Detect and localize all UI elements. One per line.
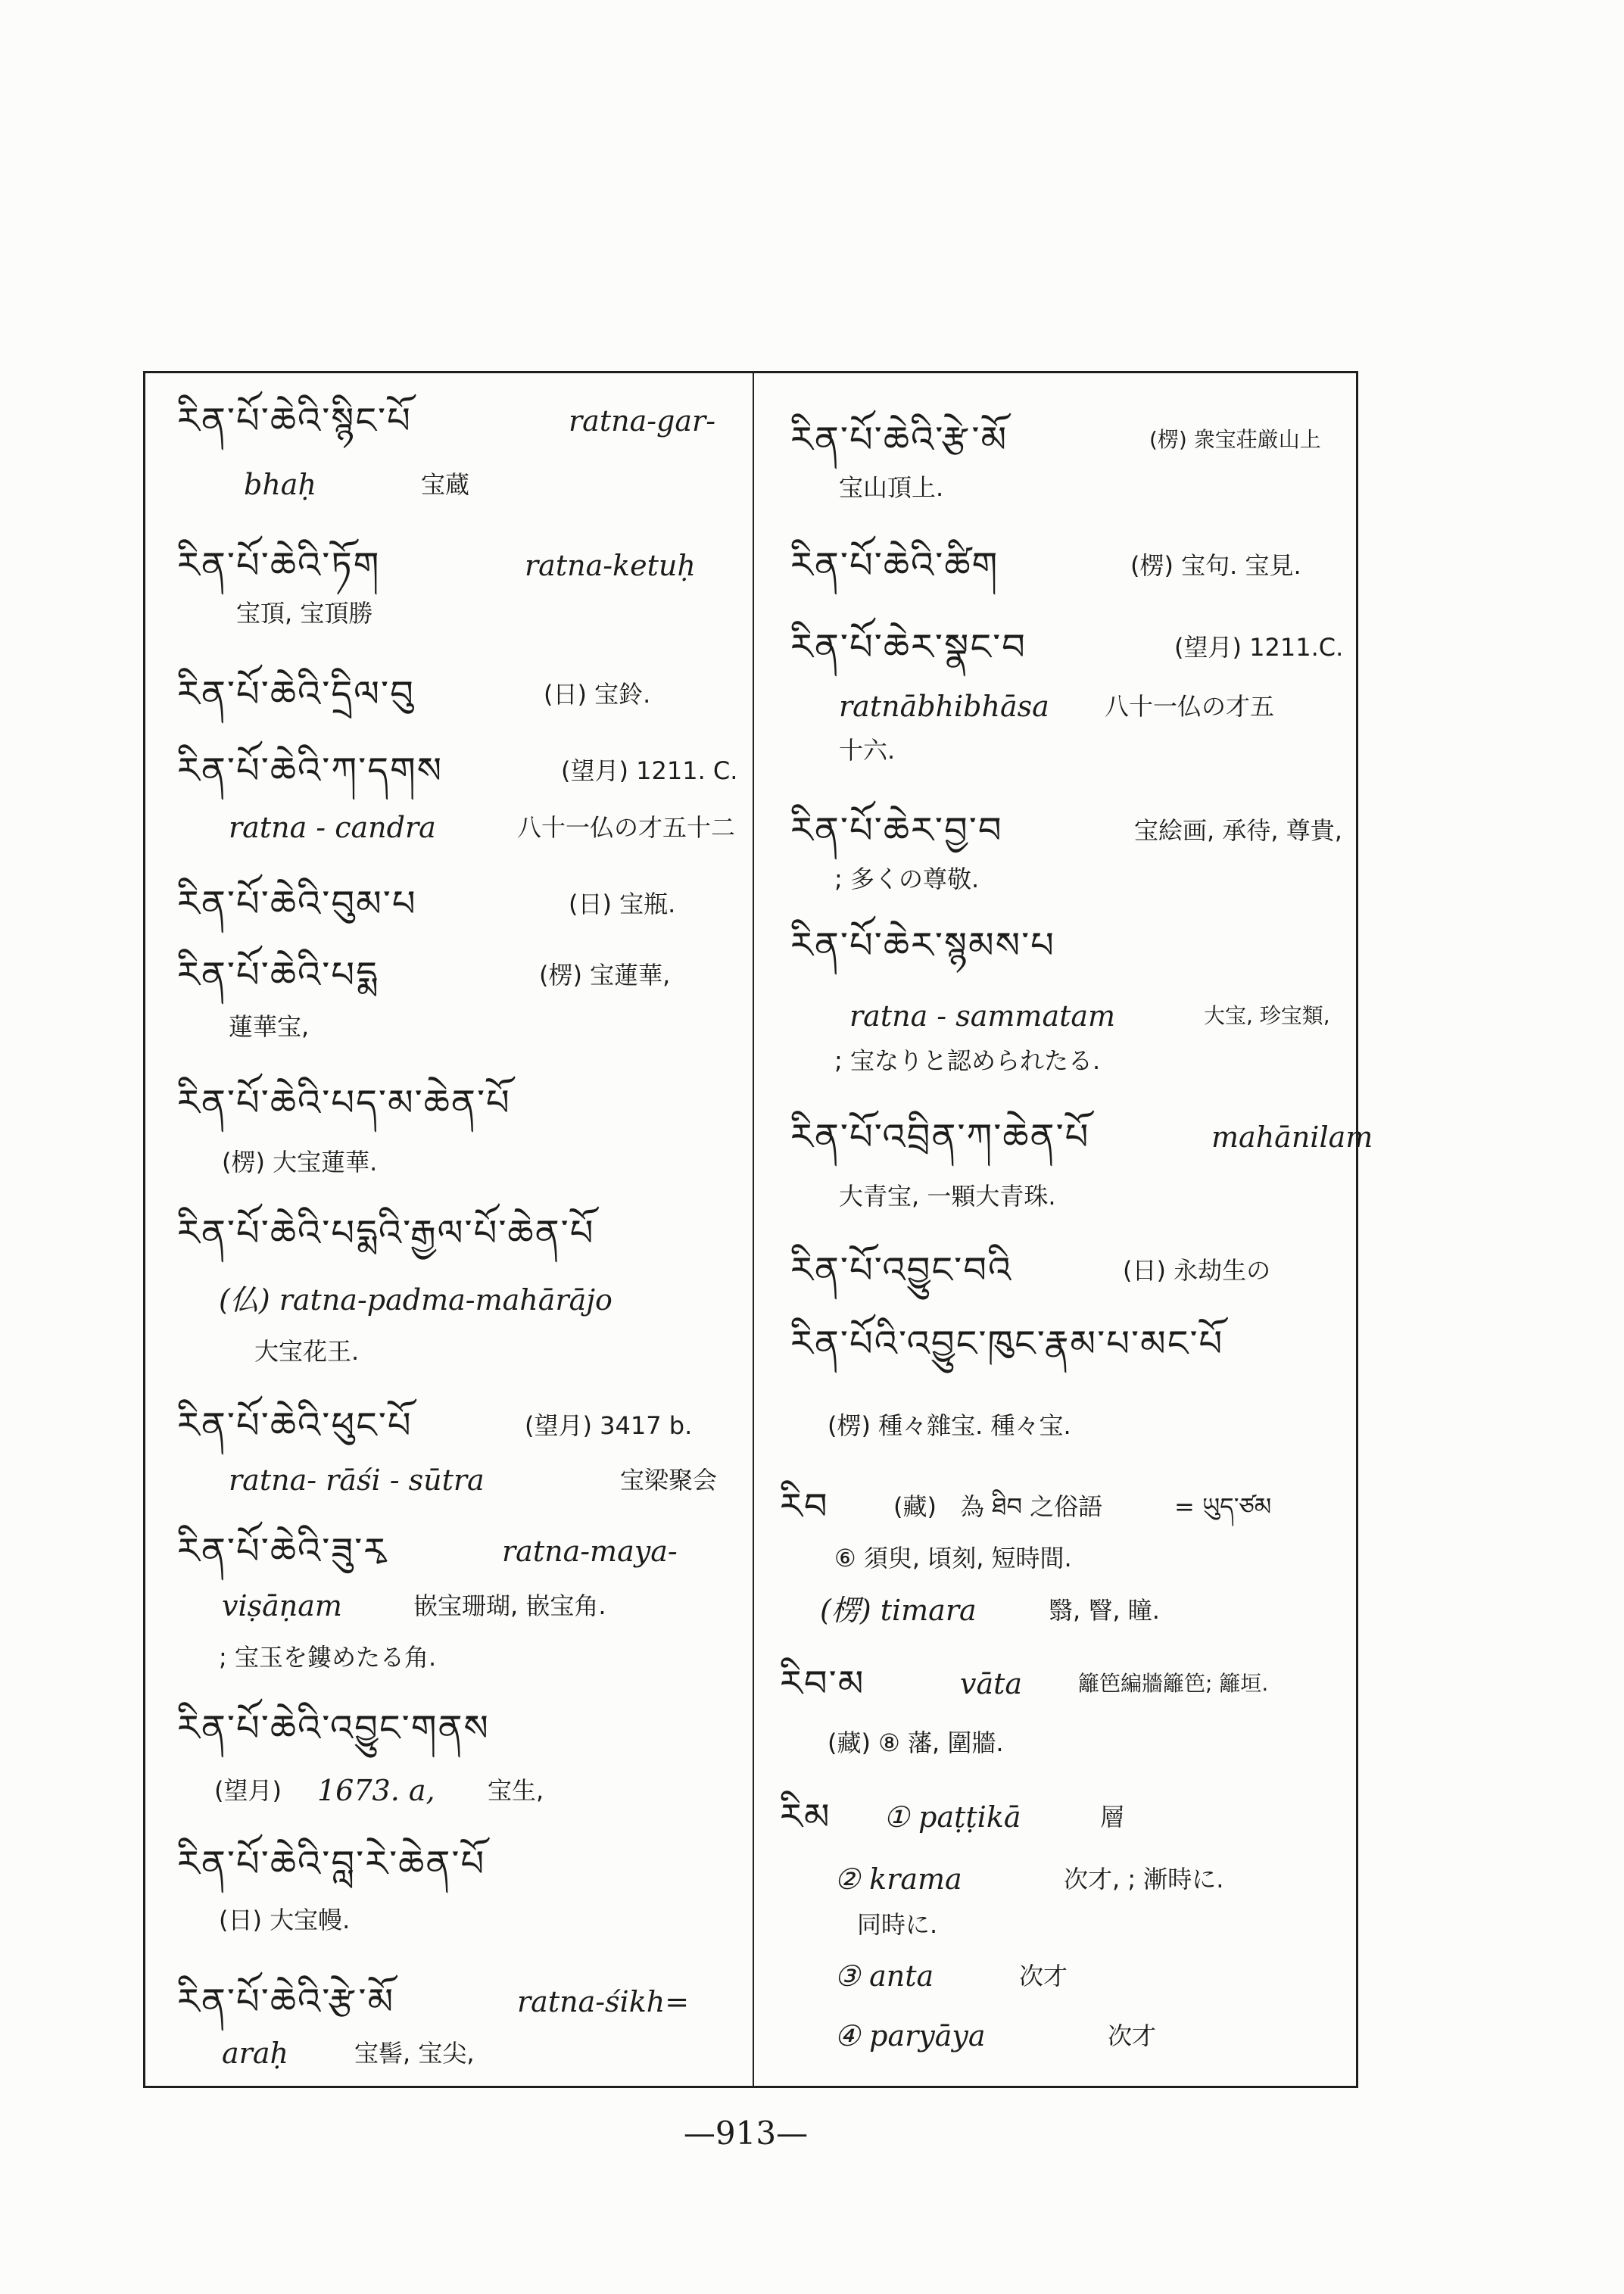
entry-line: [756, 416, 1356, 464]
entry-line: [145, 1138, 752, 1186]
tibetan-headword: རིན་པོ་འབྲིན་ཀ་ཆེན་པོ: [790, 1116, 1090, 1158]
entry-line: [756, 1586, 1356, 1635]
entry-line: [756, 1320, 1356, 1368]
entry-line: [145, 1582, 752, 1630]
entry-line: [756, 726, 1356, 775]
source-reference: (望月) 1211. C.: [561, 756, 738, 785]
japanese-gloss: 宝髻, 宝尖,: [354, 2039, 475, 2068]
entry-line: [145, 1002, 752, 1051]
entry-line: [756, 992, 1356, 1040]
tibetan-headword: རིན་པོ་ཆེའི་རྩེ་མོ: [790, 419, 1008, 461]
entry-line: [145, 1401, 752, 1450]
sanskrit-term: viṣāṇam: [222, 1589, 342, 1622]
japanese-gloss: 大青宝, 一顆大青珠.: [839, 1182, 1056, 1211]
entry-line: [756, 1401, 1356, 1450]
tibetan-headword: རིབ་མ: [780, 1663, 865, 1705]
entry-line: [145, 1276, 752, 1324]
japanese-gloss: (日) 大宝幔.: [219, 1906, 351, 1934]
tibetan-equivalent: = ཡུད་ཙམ: [1174, 1492, 1272, 1521]
entry-line: [145, 670, 752, 718]
japanese-gloss: (楞) 衆宝荘厳山上: [1149, 427, 1321, 452]
entry-line: [145, 1527, 752, 1576]
sanskrit-term: mahānilam: [1211, 1121, 1373, 1154]
japanese-gloss: (楞) 宝蓮華,: [539, 961, 671, 990]
source-reference-number: 1673. a,: [317, 1774, 435, 1807]
japanese-gloss: 宝梁聚会: [620, 1466, 718, 1495]
entry-line: [145, 541, 752, 590]
japanese-gloss: 宝生,: [488, 1776, 544, 1805]
source-reference: (望月) 3417 b.: [525, 1411, 693, 1440]
japanese-gloss: (日) 永劫生の: [1123, 1256, 1271, 1285]
entry-line: [756, 806, 1356, 855]
tibetan-headword: རིན་པོ་ཆེའི་རྩེ་མོ: [177, 1981, 395, 2023]
japanese-gloss: ⑥ 須臾, 頃刻, 短時間.: [834, 1544, 1072, 1572]
tibetan-headword: རིན་པོ་ཆེའི་ཟུ་རྭ: [177, 1530, 388, 1572]
japanese-gloss: 次才: [1019, 1962, 1068, 1990]
japanese-gloss: ; 多くの尊敬.: [834, 865, 980, 893]
tibetan-headword: རིབ: [780, 1485, 829, 1528]
japanese-gloss: 宝蔵: [421, 470, 470, 499]
entry-line: [756, 541, 1356, 590]
tibetan-headword: རིན་པོ་ཆེར་བྱ་བ: [790, 809, 1003, 852]
japanese-gloss: (日) 宝鈴.: [544, 680, 651, 709]
sanskrit-term: (仏) ratna-padma-mahārājo: [219, 1283, 613, 1317]
entry-line: [756, 921, 1356, 970]
tibetan-headword: རིན་པོ་ཆེའི་སྙིང་པོ: [177, 400, 412, 442]
sanskrit-term: ratna-śikh=: [517, 1985, 690, 2018]
japanese-gloss: (楞) 種々雜宝. 種々宝.: [828, 1411, 1071, 1440]
sanskrit-term: (楞) timara: [820, 1594, 977, 1627]
entry-line: [145, 880, 752, 928]
entry-line: [756, 1793, 1356, 1841]
sanskrit-term: ratna-gar-: [569, 404, 716, 438]
source-reference: (藏): [893, 1492, 937, 1521]
entry-line: [756, 1113, 1373, 1161]
tibetan-headword: རིན་པོ་ཆེའི་པད་མ་ཆེན་པོ: [177, 1082, 511, 1124]
sanskrit-term: araḥ: [222, 2037, 288, 2070]
japanese-gloss: 十六.: [839, 736, 896, 765]
entry-line: [145, 1633, 752, 1682]
entry-line: [756, 1534, 1356, 1582]
japanese-gloss: 為 ཐིབ 之俗語: [960, 1492, 1103, 1521]
japanese-gloss: ; 宝なりと認められたる.: [834, 1046, 1101, 1075]
sanskrit-term: ③ anta: [834, 1959, 934, 1993]
entry-line: [145, 746, 752, 795]
entry-line: [145, 803, 752, 852]
japanese-gloss: ; 宝玉を鏤めたる角.: [219, 1643, 437, 1672]
entry-line: [145, 1840, 752, 1888]
entry-line: [145, 1978, 752, 2026]
entry-line: [756, 1719, 1356, 1767]
entry-line: [756, 623, 1356, 672]
sanskrit-term: ① paṭṭikā: [884, 1800, 1021, 1834]
column-divider: [753, 371, 754, 2088]
tibetan-headword: རིན་པོ་ཆེའི་པདྨའི་རྒྱལ་པོ་ཆེན་པོ: [177, 1212, 595, 1255]
left-column: [145, 373, 752, 2086]
japanese-gloss: 宝山頂上.: [839, 473, 944, 502]
japanese-gloss: (藏) ⑧ 藩, 圍牆.: [828, 1728, 1004, 1757]
entry-line: [756, 855, 1356, 903]
entry-line: [756, 1036, 1356, 1085]
japanese-gloss: 宝絵画, 承待, 尊貴,: [1134, 816, 1342, 845]
japanese-gloss: 次才: [1108, 2021, 1157, 2050]
tibetan-headword: རིན་པོ་ཆེའི་འབྱུང་གནས: [177, 1707, 490, 1750]
tibetan-headword: རིན་པོ་འབྱུང་བའི: [790, 1249, 1013, 1292]
tibetan-headword: རིན་པོ་ཆེའི་ཕུང་པོ: [177, 1404, 413, 1447]
tibetan-headword: རིན་པོ་ཆེའི་དྲིལ་བུ: [177, 673, 415, 715]
japanese-gloss: 嵌宝珊瑚, 嵌宝角.: [413, 1591, 606, 1620]
right-column: [756, 373, 1373, 2086]
entry-line: [145, 1766, 752, 1815]
japanese-gloss: (楞) 宝句. 宝見.: [1130, 551, 1301, 580]
sanskrit-term: ratna - candra: [229, 811, 436, 844]
sanskrit-term: ratna-ketuḥ: [525, 549, 696, 582]
entry-line: [756, 1660, 1356, 1708]
entry-line: [756, 1172, 1356, 1220]
sanskrit-term: ratna- rāśi - sūtra: [229, 1463, 485, 1497]
japanese-gloss: (楞) 大宝蓮華.: [222, 1148, 378, 1177]
entry-line: [145, 1327, 752, 1376]
sanskrit-term: ④ paryāya: [834, 2019, 986, 2052]
sanskrit-term: ratna - sammatam: [849, 999, 1116, 1033]
source-reference: (望月): [214, 1776, 282, 1805]
japanese-gloss: 次才, ; 漸時に.: [1064, 1865, 1224, 1893]
entry-line: [756, 2012, 1356, 2060]
source-reference: (望月) 1211.C.: [1174, 633, 1344, 662]
japanese-gloss: 宝頂, 宝頂勝: [236, 599, 373, 628]
sanskrit-term: ratnābhibhāsa: [839, 690, 1049, 723]
entry-line: [145, 1209, 752, 1258]
sanskrit-term: bhaḥ: [244, 468, 316, 501]
entry-line: [145, 1079, 752, 1127]
tibetan-headword: རིན་པོ་ཆེར་སྣང་བ: [790, 626, 1027, 669]
entry-line: [756, 1482, 1356, 1531]
japanese-gloss: 翳, 瞖, 瞳.: [1049, 1596, 1160, 1625]
entry-line: [756, 1900, 1356, 1949]
japanese-gloss: 八十一仏の才五十二: [517, 813, 736, 842]
japanese-gloss: 層: [1100, 1803, 1125, 1831]
entry-line: [145, 1896, 752, 1944]
japanese-gloss: 大宝花王.: [254, 1337, 360, 1366]
entry-line: [145, 397, 752, 445]
tibetan-headword: རིན་པོ་ཆེའི་བླ་རེ་ཆེན་པོ: [177, 1843, 486, 1885]
tibetan-headword: རིན་པོ་ཆེའི་ཀ་དགས: [177, 750, 444, 792]
tibetan-headword: རིན་པོ་ཆེའི་ཚིག: [790, 544, 999, 587]
entry-line: [145, 951, 752, 999]
entry-line: [756, 682, 1356, 731]
tibetan-headword: རིན་པོ་ཆེའི་པདྨ: [177, 954, 379, 996]
entry-line: [756, 1246, 1356, 1295]
japanese-gloss: (日) 宝瓶.: [569, 890, 676, 918]
entry-line: [145, 2029, 752, 2077]
tibetan-headword: རིན་པོ་ཆེར་སྙམས་པ: [790, 924, 1055, 967]
tibetan-headword: རིན་པོ་ཆེའི་བུམ་པ: [177, 883, 417, 925]
japanese-gloss: 蓮華宝,: [229, 1012, 310, 1041]
entry-line: [756, 463, 1356, 512]
entry-line: [756, 1952, 1356, 2000]
japanese-gloss: 八十一仏の才五: [1105, 692, 1275, 721]
japanese-gloss: 大宝, 珍宝類,: [1204, 1003, 1330, 1028]
tibetan-headword: རིམ: [780, 1796, 831, 1838]
entry-line: [145, 589, 752, 637]
entry-line: [145, 1456, 752, 1504]
sanskrit-term: ratna-maya-: [502, 1535, 678, 1568]
entry-line: [756, 1855, 1356, 1903]
japanese-gloss: 籬笆編牆籬笆; 籬垣.: [1078, 1671, 1269, 1696]
tibetan-headword: རིན་པོའི་འབྱུང་ཁུང་རྣམ་པ་མང་པོ: [790, 1323, 1224, 1365]
sanskrit-term: vāta: [960, 1667, 1023, 1700]
japanese-gloss: 同時に.: [857, 1910, 938, 1939]
page-number: —913—: [683, 2115, 809, 2152]
tibetan-headword: རིན་པོ་ཆེའི་ཏོག: [177, 544, 381, 587]
sanskrit-term: ② krama: [834, 1862, 962, 1896]
entry-line: [145, 1704, 752, 1753]
entry-line: [145, 460, 752, 509]
